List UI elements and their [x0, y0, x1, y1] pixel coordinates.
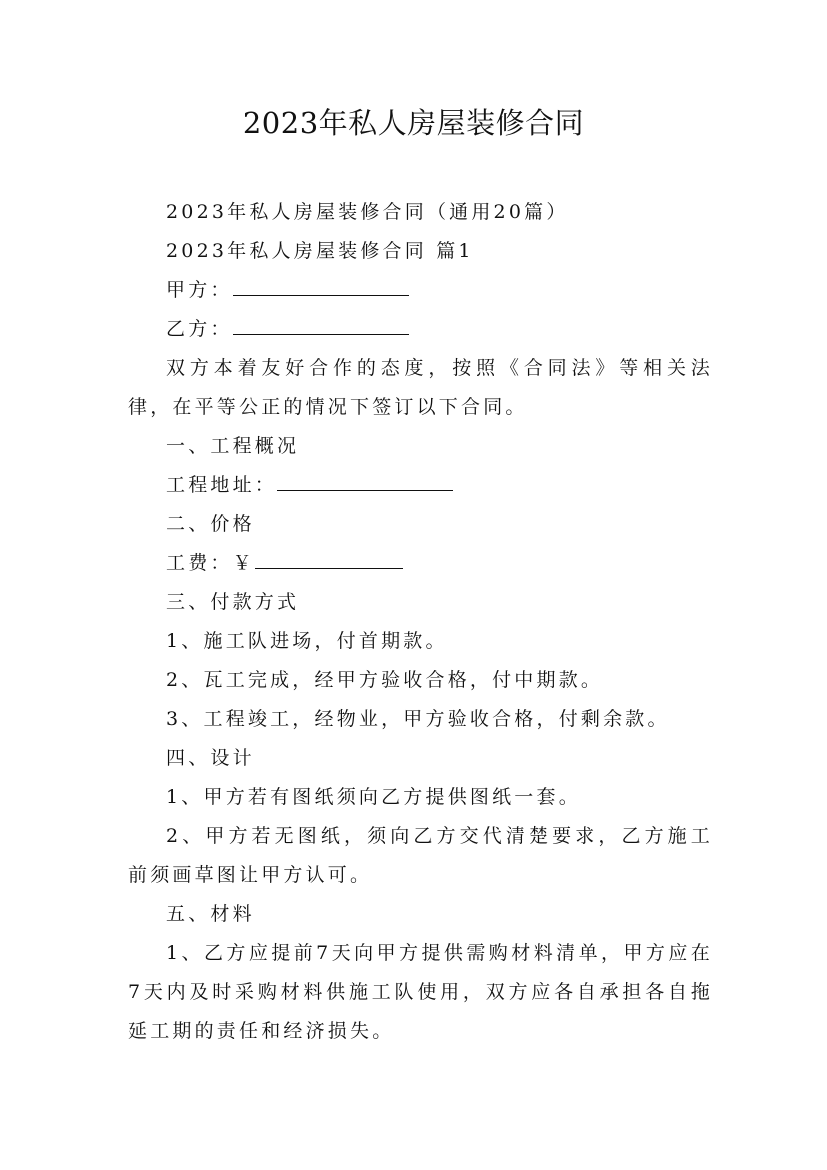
- address-line: [128, 466, 713, 505]
- payment-item-1: 1、施工队进场，付首期款。: [166, 630, 448, 652]
- party-b-line: [128, 310, 713, 349]
- design-item-1: 1、甲方若有图纸须向乙方提供图纸一套。: [166, 786, 581, 808]
- design-item-2: 2、甲方若无图纸，须向乙方交代清楚要求，乙方施工前须画草图让甲方认可。: [128, 825, 713, 886]
- party-a-blank: [233, 274, 409, 296]
- party-a-line: [128, 271, 713, 310]
- address-blank: [277, 469, 453, 491]
- payment-item-2: 2、瓦工完成，经甲方验收合格，付中期款。: [166, 669, 604, 691]
- section-heading: 2023年私人房屋装修合同 篇1: [166, 240, 474, 262]
- section-3-heading: 三、付款方式: [166, 591, 300, 613]
- address-label: 工程地址：: [166, 474, 278, 496]
- party-a-label: 甲方：: [166, 279, 233, 301]
- section-5-heading: 五、材料: [166, 903, 255, 925]
- fee-line: [128, 544, 713, 583]
- section-1-heading: 一、工程概况: [166, 435, 300, 457]
- section-2-heading: 二、价格: [166, 513, 255, 535]
- party-b-blank: [233, 313, 409, 335]
- document-title: 2023年私人房屋装修合同: [242, 106, 585, 140]
- fee-label: 工费：￥: [166, 552, 255, 574]
- intro-paragraph: 双方本着友好合作的态度，按照《合同法》等相关法律，在平等公正的情况下签订以下合同。: [128, 357, 713, 418]
- section-4-heading: 四、设计: [166, 747, 255, 769]
- document-body: [128, 193, 713, 1051]
- materials-item-1: 1、乙方应提前7天向甲方提供需购材料清单，甲方应在7天内及时采购材料供施工队使用，双方应各自承担各自拖延工期的责任和经济损失。: [128, 942, 713, 1042]
- fee-blank: [255, 547, 403, 569]
- payment-item-3: 3、工程竣工，经物业，甲方验收合格，付剩余款。: [166, 708, 670, 730]
- document-subtitle: 2023年私人房屋装修合同（通用20篇）: [166, 201, 569, 223]
- party-b-label: 乙方：: [166, 318, 233, 340]
